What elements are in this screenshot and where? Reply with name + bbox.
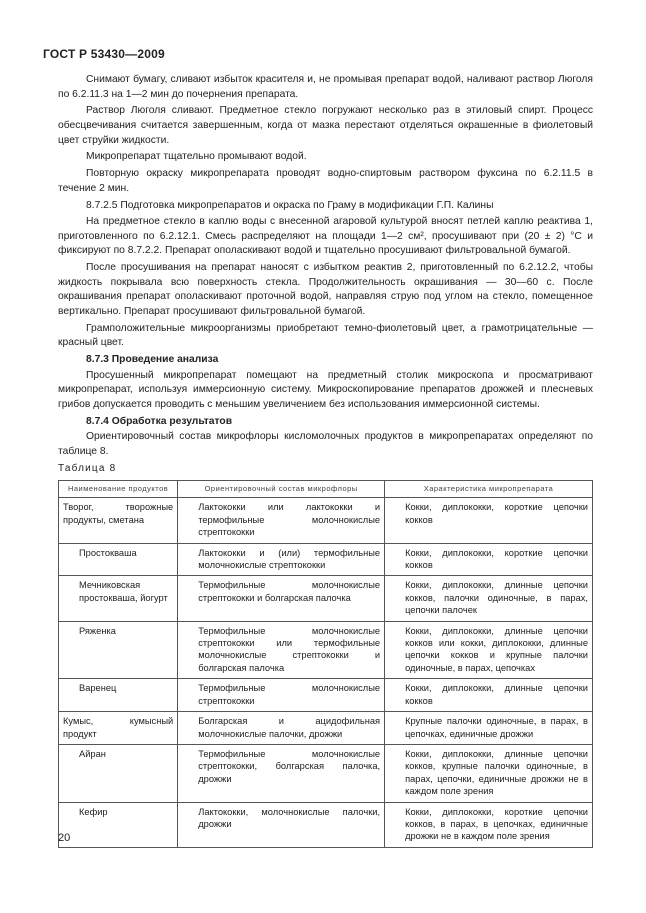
table-row <box>59 543 593 576</box>
table-row <box>59 576 593 621</box>
column-header: Характеристика микропрепарата <box>385 481 593 498</box>
description-cell <box>385 802 593 847</box>
page-number: 20 <box>58 832 71 844</box>
description-text: Кокки, диплококки, короткие цепочки кокков <box>405 547 588 571</box>
flora-text: Термофильные молочнокислые стрептококки или термофильные молочнокислые стрептококки и болгарская палочка <box>198 625 381 673</box>
paragraph: После просушивания на препарат наносят с избытком реактив 2, приготовленный по 6.2.12.2, чтобы жидкость покрывала всю поверхность стекла. Продолжительность окрашивания — 30—60 с. После окрашивания препарат ополаскивают проточной водой, направляя струю под углом на стекло, помещенное вертикально. Препарат просушивают фильтровальной бумагой. <box>58 262 593 318</box>
product-cell: Кумыс, кумысный продукт <box>59 712 178 745</box>
flora-text: Лактококки, молочнокислые палочки, дрожжи <box>198 806 381 829</box>
paragraph: На предметное стекло в каплю воды с внесенной агаровой культурой вносят петлей каплю реактива 1, приготовленного по 6.2.12.1. Смесь распределяют на площади 1—2 см², просушивают при (20 ± 2) °С и фиксируют по 8.7.2.2. Препарат ополаскивают водой и тщательно просушивают фильтровальной бумагой. <box>58 216 593 257</box>
description-cell <box>385 712 593 745</box>
product-cell <box>59 621 178 679</box>
description-cell <box>385 744 593 802</box>
flora-cell <box>178 621 385 679</box>
product-text: Мечниковская простокваша, йогурт <box>79 580 168 603</box>
product-text: Айран <box>79 748 106 759</box>
product-cell <box>59 744 178 802</box>
flora-cell <box>178 802 385 847</box>
column-header: Наименование продуктов <box>59 481 178 498</box>
flora-text: Термофильные молочнокислые стрептококки <box>198 683 381 706</box>
flora-cell <box>178 498 385 543</box>
product-cell: Творог, творожные продукты, сметана <box>59 498 178 543</box>
table-row <box>59 621 593 679</box>
table-row <box>59 679 593 712</box>
product-text: Ряженка <box>79 625 116 636</box>
table-row <box>59 498 593 543</box>
description-cell <box>385 576 593 621</box>
flora-text: Болгарская и ацидофильная молочнокислые палочки, дрожжи <box>198 716 381 739</box>
description-cell <box>385 498 593 543</box>
description-text: Кокки, диплококки, длинные цепочки кокков <box>405 683 588 706</box>
description-text: Кокки, диплококки, короткие цепочки кокков <box>405 502 588 525</box>
product-text: Простокваша <box>79 547 137 558</box>
flora-text: Термофильные молочнокислые стрептококки и болгарская палочка <box>198 580 381 603</box>
product-cell <box>59 802 178 847</box>
paragraph: Просушенный микропрепарат помещают на предметный столик микроскопа и просматривают микропрепарат, используя иммерсионную систему. Микроскопирование препаратов дрожжей и плесневых грибов допускается проводить с меньшим увеличением без использования иммерсионной системы. <box>58 369 593 410</box>
flora-cell <box>178 543 385 576</box>
paragraph: Ориентировочный состав микрофлоры кисломолочных продуктов в микропрепаратах определяют по таблице 8. <box>58 431 593 457</box>
description-cell <box>385 621 593 679</box>
description-text: Кокки, диплококки, длинные цепочки кокков, крупные палочки одиночные, в парах, цепочки, единичные дрожжи не в каждом поле зрения <box>405 748 588 797</box>
product-text: Кефир <box>79 806 108 817</box>
flora-cell <box>178 744 385 802</box>
flora-cell <box>178 712 385 745</box>
flora-text: Лактококки или лактококки и термофильные молочнокислые стрептококки <box>198 502 381 538</box>
flora-cell <box>178 679 385 712</box>
paragraph: Повторную окраску микропрепарата проводят водно-спиртовым раствором фуксина по 6.2.11.5 в течение 2 мин. <box>58 168 593 194</box>
section-heading-analysis: 8.7.3 Проведение анализа <box>86 354 219 366</box>
paragraph: Раствор Люголя сливают. Предметное стекло погружают несколько раз в этиловый спирт. Процесс обесцвечивания считается завершенным, когда от мазка перестают отделяться окрашенные в фиолетовый цвет струйки жидкости. <box>58 105 593 146</box>
subsection-title: 8.7.2.5 Подготовка микропрепаратов и окраска по Граму в модификации Г.П. Калины <box>86 199 494 211</box>
description-text: Кокки, диплококки, короткие цепочки кокков, в парах, в цепочках, единичные дрожжи не в каждом поле зрения <box>405 806 588 842</box>
description-text: Кокки, диплококки, длинные цепочки кокков, палочки одиночные, в парах, цепочки палочек <box>405 580 588 616</box>
product-text: Варенец <box>79 683 117 694</box>
table-header-row <box>59 481 593 498</box>
flora-text: Термофильные молочнокислые стрептококки, болгарская палочка, дрожжи <box>198 748 381 784</box>
description-cell <box>385 543 593 576</box>
paragraph: Снимают бумагу, сливают избыток красителя и, не промывая препарат водой, наливают раствор Люголя по 6.2.11.3 на 1—2 мин до почернения препарата. <box>58 74 593 100</box>
description-text: Крупные палочки одиночные, в парах, в цепочках, единичные дрожжи <box>405 716 588 739</box>
document-body <box>58 73 593 462</box>
column-header: Ориентировочный состав микрофлоры <box>178 481 385 498</box>
microflora-table <box>58 480 593 848</box>
section-heading-results: 8.7.4 Обработка результатов <box>86 415 233 427</box>
document-header: ГОСТ Р 53430—2009 <box>43 47 165 61</box>
paragraph: Микропрепарат тщательно промывают водой. <box>86 151 307 163</box>
table-row <box>59 744 593 802</box>
product-cell <box>59 679 178 712</box>
paragraph: Грамположительные микроорганизмы приобретают темно-фиолетовый цвет, а грамотрицательные — красный цвет. <box>58 322 593 349</box>
product-cell <box>59 576 178 621</box>
description-cell <box>385 679 593 712</box>
flora-cell <box>178 576 385 621</box>
table-row <box>59 802 593 847</box>
description-text: Кокки, диплококки, длинные цепочки кокков или кокки, диплококки, длинные цепочки кокков и крупные палочки одиночные, в парах, цепочках <box>405 625 588 673</box>
table-row <box>59 712 593 745</box>
flora-text: Лактококки и (или) термофильные молочнокислые стрептококки <box>198 547 381 571</box>
product-cell <box>59 543 178 576</box>
table-caption: Таблица 8 <box>58 463 117 474</box>
